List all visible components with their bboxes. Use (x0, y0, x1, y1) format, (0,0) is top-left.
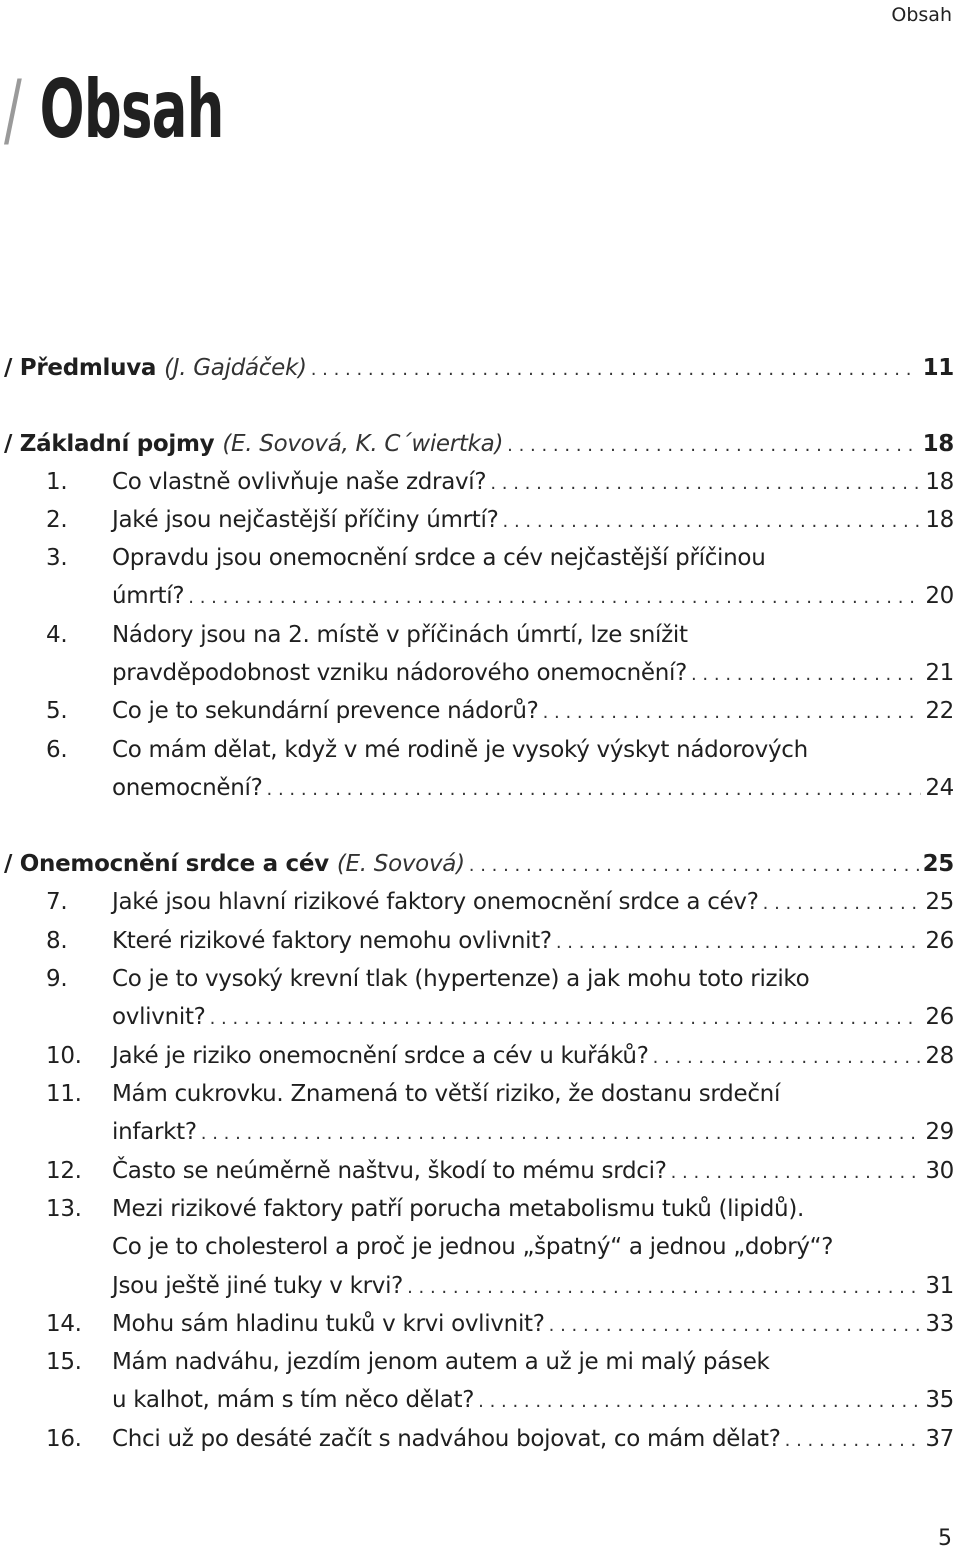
section-authors: (E. Sovová, K. C´wiertka) (222, 431, 504, 457)
entry-text: Mezi rizikové faktory patří porucha metabolismu tuků (lipidů). (112, 1196, 804, 1222)
toc-section-onemocneni-srdce[interactable] (4, 845, 954, 883)
running-head-text: Obsah (891, 4, 952, 26)
entry-text: Často se neúměrně naštvu, škodí to mému srdci? (112, 1158, 667, 1184)
toc-entry-14[interactable] (0, 1305, 954, 1343)
toc-entry-9-line1[interactable] (0, 960, 954, 998)
entry-number: 16. (46, 1426, 82, 1452)
toc-entry-1[interactable] (0, 463, 954, 501)
page-number: 24 (925, 775, 954, 801)
entry-number: 1. (46, 469, 68, 495)
toc-entry-2[interactable] (0, 501, 954, 539)
entry-number: 8. (46, 928, 68, 954)
toc-entry-11-line2[interactable] (0, 1113, 954, 1151)
entry-number: 4. (46, 622, 68, 648)
dot-leader (556, 924, 921, 962)
toc-entry-6-line1[interactable] (0, 731, 954, 769)
entry-text: Opravdu jsou onemocnění srdce a cév nejčastější příčinou (112, 545, 766, 571)
entry-text: Mohu sám hladinu tuků v krvi ovlivnit? (112, 1311, 545, 1337)
page-number: 20 (925, 583, 954, 609)
entry-text: u kalhot, mám s tím něco dělat? (112, 1387, 475, 1413)
section-title: / Předmluva (4, 355, 157, 381)
page-number: 35 (925, 1387, 954, 1413)
toc-entry-10[interactable] (0, 1037, 954, 1075)
page-number: 26 (925, 1004, 954, 1030)
entry-number: 13. (46, 1196, 82, 1222)
page-number: 18 (925, 469, 954, 495)
page-number: 25 (925, 889, 954, 915)
page-number: 26 (925, 928, 954, 954)
toc-section-predmluva[interactable] (4, 349, 954, 387)
page-number: 30 (925, 1158, 954, 1184)
entry-text: Co vlastně ovlivňuje naše zdraví? (112, 469, 487, 495)
entry-text: Co je to sekundární prevence nádorů? (112, 698, 539, 724)
title-slash: / (4, 63, 22, 156)
entry-text: Co mám dělat, když v mé rodině je vysoký výskyt nádorových (112, 737, 808, 763)
entry-text: Jsou ještě jiné tuky v krvi? (112, 1273, 404, 1299)
entry-text: Jaké je riziko onemocnění srdce a cév u kuřáků? (112, 1043, 649, 1069)
entry-text: Jaké jsou nejčastější příčiny úmrtí? (112, 507, 499, 533)
page-number: 29 (925, 1119, 954, 1145)
page-number: 18 (925, 507, 954, 533)
section-title: / Základní pojmy (4, 431, 215, 457)
toc-entry-3-line2[interactable] (0, 577, 954, 615)
dot-leader (543, 694, 922, 732)
dot-leader (671, 1154, 922, 1192)
dot-leader (478, 1383, 921, 1421)
entry-number: 11. (46, 1081, 82, 1107)
toc-entry-5[interactable] (0, 692, 954, 730)
dot-leader (549, 1307, 922, 1345)
dot-leader (188, 579, 921, 617)
toc-entry-4-line1[interactable] (0, 616, 954, 654)
entry-number: 3. (46, 545, 68, 571)
entry-number: 14. (46, 1311, 82, 1337)
entry-text: Mám nadváhu, jezdím jenom autem a už je mi malý pásek (112, 1349, 770, 1375)
page-number: 37 (925, 1426, 954, 1452)
entry-number: 12. (46, 1158, 82, 1184)
toc-entry-7[interactable] (0, 883, 954, 921)
page-number: 33 (925, 1311, 954, 1337)
entry-text: úmrtí? (112, 583, 185, 609)
entry-text: Nádory jsou na 2. místě v příčinách úmrtí, lze snížit (112, 622, 688, 648)
entry-number: 7. (46, 889, 68, 915)
entry-text: Chci už po desáté začít s nadváhou bojovat, co mám dělat? (112, 1426, 781, 1452)
dot-leader (785, 1422, 922, 1460)
toc-section-zakladni-pojmy[interactable] (4, 425, 954, 463)
entry-number: 15. (46, 1349, 82, 1375)
section-title: / Onemocnění srdce a cév (4, 851, 329, 877)
toc-entry-6-line2[interactable] (0, 769, 954, 807)
dot-leader (407, 1269, 921, 1307)
page-number: 25 (922, 851, 954, 877)
title-text: Obsah (39, 63, 224, 156)
dot-leader (201, 1115, 922, 1153)
entry-number: 10. (46, 1043, 82, 1069)
section-authors: (E. Sovová) (336, 851, 465, 877)
toc-entry-15-line1[interactable] (0, 1343, 954, 1381)
page-number: 11 (922, 355, 954, 381)
dot-leader (210, 1000, 922, 1038)
page-number: 21 (925, 660, 954, 686)
toc-entry-16[interactable] (0, 1420, 954, 1458)
toc-entry-12[interactable] (0, 1152, 954, 1190)
entry-number: 5. (46, 698, 68, 724)
entry-number: 2. (46, 507, 68, 533)
dot-leader (503, 503, 922, 541)
entry-text: ovlivnit? (112, 1004, 206, 1030)
toc-entry-13-line1[interactable] (0, 1190, 954, 1228)
entry-text: infarkt? (112, 1119, 197, 1145)
toc-entry-8[interactable] (0, 922, 954, 960)
page-number: 18 (922, 431, 954, 457)
page-number: 31 (925, 1273, 954, 1299)
entry-text: Které rizikové faktory nemohu ovlivnit? (112, 928, 552, 954)
page-title (4, 60, 224, 160)
entry-text: Mám cukrovku. Znamená to větší riziko, že dostanu srdeční (112, 1081, 781, 1107)
entry-text: Co je to cholesterol a proč je jednou „špatný“ a jednou „dobrý“? (112, 1234, 834, 1260)
toc-entry-15-line2[interactable] (0, 1381, 954, 1419)
dot-leader (311, 351, 919, 389)
page-folio: 5 (938, 1526, 952, 1551)
dot-leader (469, 847, 919, 885)
dot-leader (653, 1039, 922, 1077)
page-number: 22 (925, 698, 954, 724)
section-authors: (J. Gajdáček) (164, 355, 307, 381)
running-head (891, 4, 952, 26)
entry-text: Co je to vysoký krevní tlak (hypertenze) a jak mohu toto riziko (112, 966, 810, 992)
toc-entry-9-line2[interactable] (0, 998, 954, 1036)
entry-number: 6. (46, 737, 68, 763)
entry-text: onemocnění? (112, 775, 263, 801)
entry-number: 9. (46, 966, 68, 992)
page-number: 28 (925, 1043, 954, 1069)
toc-entry-11-line1[interactable] (0, 1075, 954, 1113)
toc-entry-3-line1[interactable] (0, 539, 954, 577)
dot-leader (691, 656, 921, 694)
toc-entry-13-line2[interactable] (0, 1228, 954, 1266)
dot-leader (763, 885, 922, 923)
dot-leader (507, 427, 918, 465)
dot-leader (267, 771, 922, 809)
entry-text: pravděpodobnost vzniku nádorového onemocnění? (112, 660, 687, 686)
dot-leader (490, 465, 921, 503)
toc-entry-13-line3[interactable] (0, 1267, 954, 1305)
entry-text: Jaké jsou hlavní rizikové faktory onemocnění srdce a cév? (112, 889, 759, 915)
toc-entry-4-line2[interactable] (0, 654, 954, 692)
